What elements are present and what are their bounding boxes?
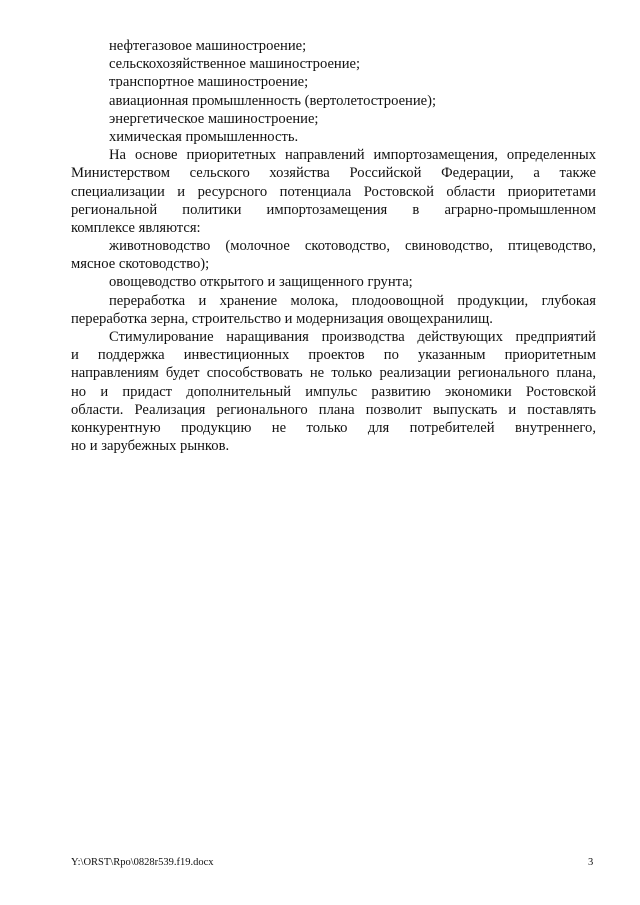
agro-item-livestock-line: животноводство (молочное скотоводство, свиноводство, птицеводство, (109, 238, 596, 255)
paragraph2-line: но и придаст дополнительный импульс развитию экономики Ростовской (71, 383, 596, 400)
paragraph2-line: направлениям будет способствовать не только реализации регионального плана, (71, 365, 596, 382)
list-item-transport-machinery: транспортное машиностроение; (109, 74, 309, 91)
paragraph2-line: области. Реализация регионального плана позволит выпускать и поставлять (71, 401, 596, 418)
paragraph1-line: На основе приоритетных направлений импортозамещения, определенных (109, 147, 596, 164)
list-item-energy-machinery: энергетическое машиностроение; (109, 110, 319, 127)
list-item-oil-gas: нефтегазовое машиностроение; (109, 38, 307, 54)
paragraph1-line: специализации и ресурсного потенциала Ростовской области приоритетами (71, 183, 596, 200)
page-number: 3 (588, 857, 594, 868)
paragraph1-line: региональной политики импортозамещения в аграрно-промышленном (71, 201, 596, 218)
list-item-aviation: авиационная промышленность (вертолетостроение); (109, 92, 437, 109)
list-item-chemical: химическая промышленность. (109, 128, 299, 145)
paragraph2-line: но и зарубежных рынков. (71, 438, 230, 455)
list-item-agri-machinery: сельскохозяйственное машиностроение; (109, 56, 361, 73)
paragraph1-line: Министерством сельского хозяйства Российской Федерации, а также (71, 165, 596, 182)
paragraph2-line: Стимулирование наращивания производства действующих предприятий (109, 329, 596, 345)
document-body (71, 37, 596, 455)
agro-item-vegetables-line: овощеводство открытого и защищенного грунта; (109, 274, 413, 291)
agro-item-livestock-line: мясное скотоводство); (71, 256, 210, 273)
paragraph1-line: комплексе являются: (71, 219, 201, 236)
paragraph2-line: и поддержка инвестиционных проектов по указанным приоритетным (71, 347, 596, 364)
footer-file-path: Y:\ORST\Rpo\0828r539.f19.docx (71, 857, 214, 868)
agro-item-processing-line: переработка и хранение молока, плодоовощной продукции, глубокая (109, 292, 596, 309)
agro-item-processing-line: переработка зерна, строительство и модернизация овощехранилищ. (71, 310, 493, 327)
paragraph2-line: конкурентную продукцию не только для потребителей внутреннего, (71, 419, 596, 436)
